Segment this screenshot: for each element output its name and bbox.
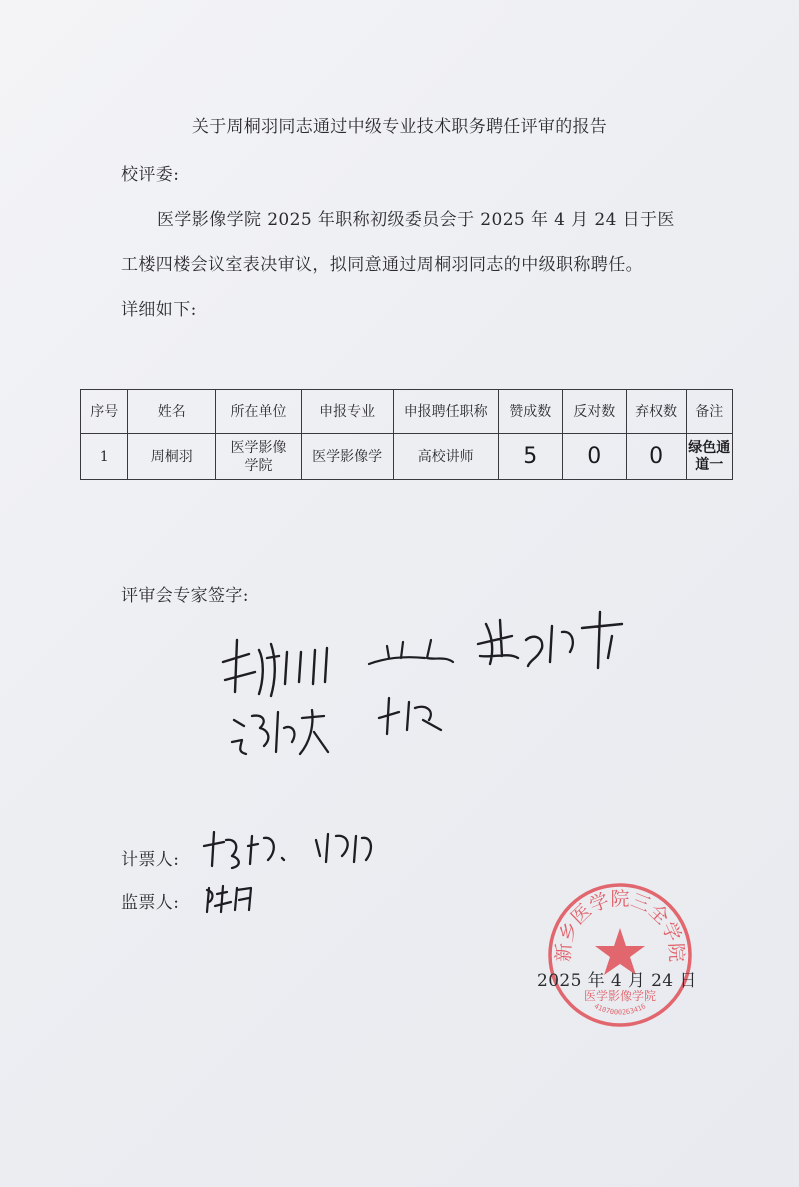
monitor-signature bbox=[203, 880, 263, 920]
cell-unit-line-2: 学院 bbox=[244, 457, 273, 474]
body-line-1: 医学影像学院 2025 年职称初级委员会于 2025 年 4 月 24 日于医 bbox=[157, 210, 675, 230]
body-line-2: 工楼四楼会议室表决审议，拟同意通过周桐羽同志的中级职称聘任。 bbox=[121, 255, 643, 275]
official-seal-stamp bbox=[545, 880, 695, 1030]
stamp-bottom-text: 医学影像学院 bbox=[583, 989, 657, 1003]
stamp-serial: 4107000263416 bbox=[592, 1002, 648, 1017]
experts-label: 评审会专家签字: bbox=[121, 586, 249, 606]
expert-signature-2 bbox=[365, 628, 465, 678]
cell-title: 高校讲师 bbox=[393, 434, 498, 480]
cell-remark bbox=[686, 434, 732, 480]
header-index: 序号 bbox=[81, 390, 128, 434]
counter-label: 计票人: bbox=[121, 850, 180, 870]
cell-remark-line-1: 绿色通 bbox=[688, 439, 731, 456]
stamp-arc-text: 新乡医学院三全学院 bbox=[552, 887, 688, 963]
header-abstain: 弃权数 bbox=[626, 390, 686, 434]
expert-signature-5 bbox=[375, 690, 455, 740]
cell-approve: 5 bbox=[498, 434, 562, 480]
cell-remark-line-2: 道一 bbox=[695, 456, 724, 473]
table-header-row bbox=[81, 390, 733, 434]
header-oppose: 反对数 bbox=[562, 390, 626, 434]
cell-name: 周桐羽 bbox=[128, 434, 216, 480]
vote-table bbox=[80, 389, 733, 480]
expert-signature-3 bbox=[472, 606, 632, 676]
document-title: 关于周桐羽同志通过中级专业技术职务聘任评审的报告 bbox=[191, 117, 608, 137]
cell-abstain: 0 bbox=[626, 434, 686, 480]
cell-index: 1 bbox=[81, 434, 128, 480]
cell-oppose: 0 bbox=[562, 434, 626, 480]
monitor-label: 监票人: bbox=[121, 893, 180, 913]
cell-unit bbox=[216, 434, 302, 480]
addressee: 校评委: bbox=[121, 165, 180, 185]
cell-major: 医学影像学 bbox=[301, 434, 393, 480]
expert-signature-1 bbox=[215, 622, 345, 712]
counter-signature bbox=[196, 826, 386, 872]
header-major: 申报专业 bbox=[301, 390, 393, 434]
header-unit: 所在单位 bbox=[216, 390, 302, 434]
cell-unit-line-1: 医学影像 bbox=[230, 439, 287, 456]
header-approve: 赞成数 bbox=[498, 390, 562, 434]
body-line-3: 详细如下: bbox=[121, 300, 197, 320]
table-row bbox=[81, 434, 733, 480]
header-name: 姓名 bbox=[128, 390, 216, 434]
header-remark: 备注 bbox=[686, 390, 732, 434]
expert-signature-4 bbox=[228, 702, 338, 762]
document-date: 2025 年 4 月 24 日 bbox=[537, 971, 697, 991]
header-title: 申报聘任职称 bbox=[393, 390, 498, 434]
